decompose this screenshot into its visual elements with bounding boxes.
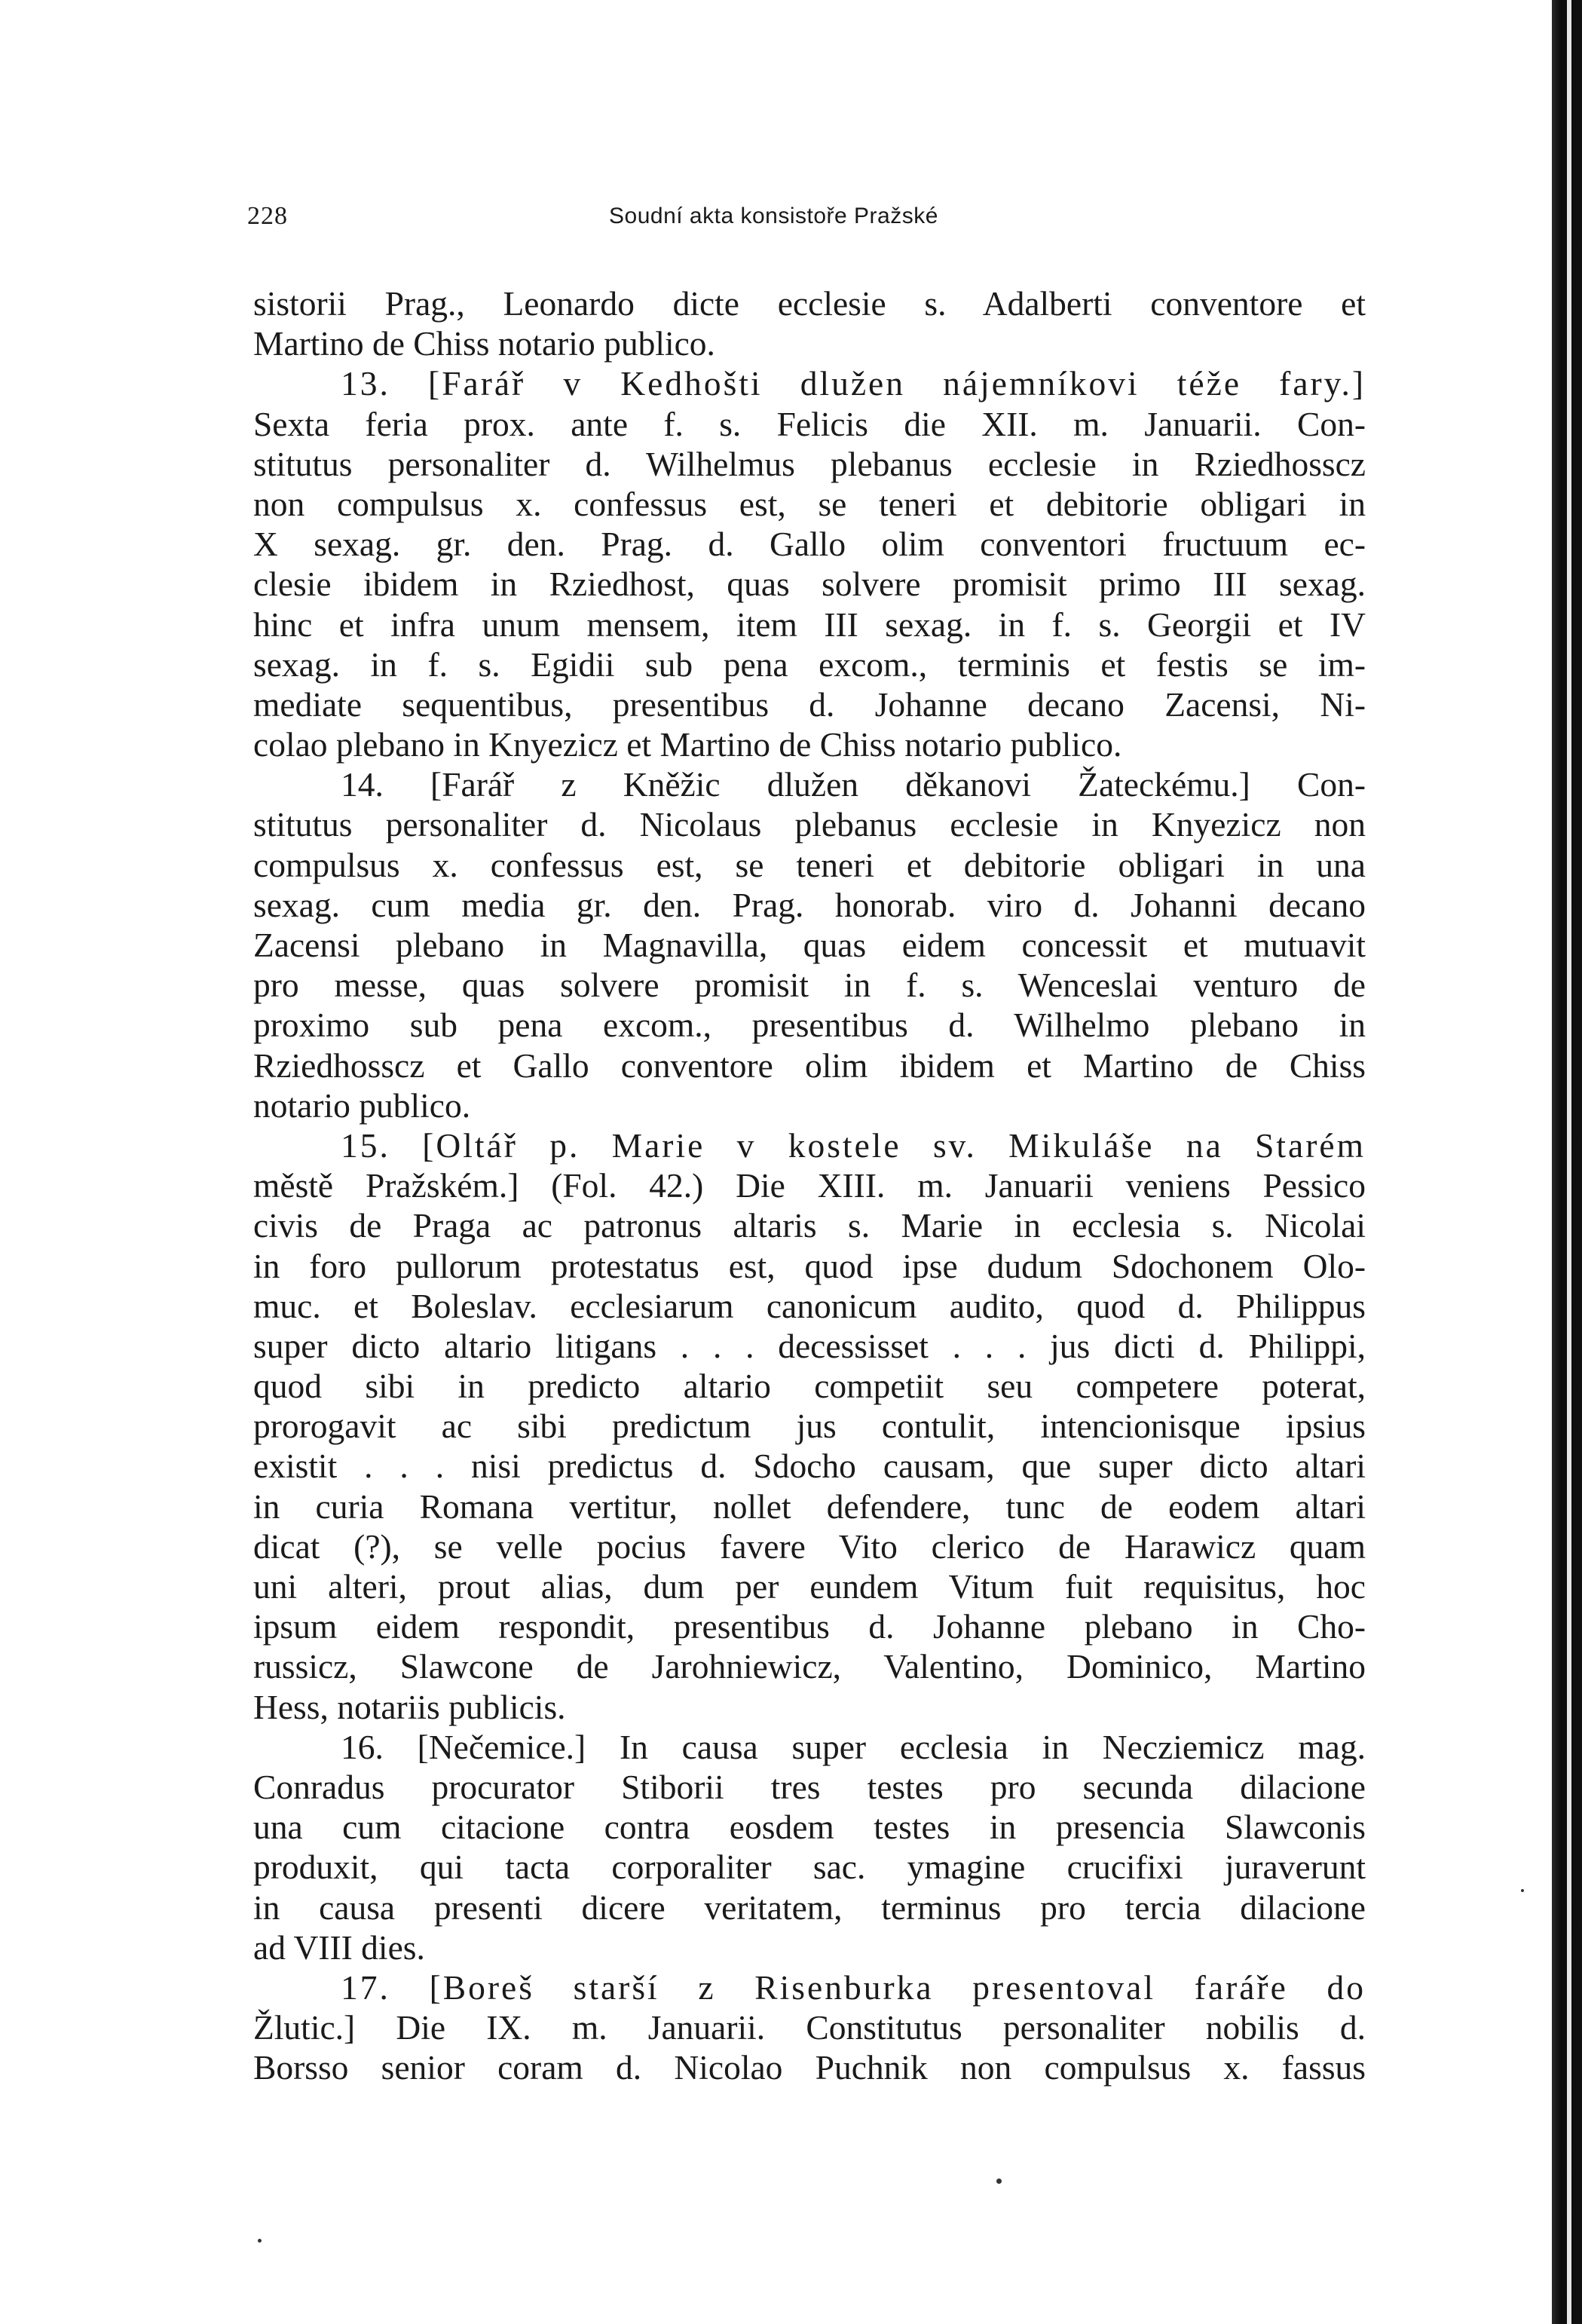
- text-line: proximo sub pena excom., presentibus d. Wilhelmo plebano in: [253, 1006, 1366, 1045]
- text-line: pro messe, quas solvere promisit in f. s. Wenceslai venturo de: [253, 966, 1366, 1005]
- text-line: Sexta feria prox. ante f. s. Felicis die XII. m. Januarii. Con-: [253, 404, 1366, 443]
- text-line: quod sibi in predicto altario competiit seu competere poterat,: [253, 1367, 1366, 1406]
- text-line: sexag. cum media gr. den. Prag. honorab. viro d. Johanni decano: [253, 885, 1366, 924]
- text-line: stitutus personaliter d. Wilhelmus plebanus ecclesie in Rziedhosscz: [253, 444, 1366, 483]
- text-line: prorogavit ac sibi predictum jus contulit, intencionisque ipsius: [253, 1407, 1366, 1446]
- text-line: Martino de Chiss notario publico.: [253, 324, 715, 363]
- text-line: sexag. in f. s. Egidii sub pena excom., terminis et festis se im-: [253, 645, 1366, 684]
- text-line: mediate sequentibus, presentibus d. Johanne decano Zacensi, Ni-: [253, 684, 1366, 724]
- text-line: muc. et Boleslav. ecclesiarum canonicum audito, quod d. Philippus: [253, 1286, 1366, 1325]
- text-line: Conradus procurator Stiborii tres testes pro secunda dilacione: [253, 1767, 1366, 1806]
- text-line: russicz, Slawcone de Jarohniewicz, Valentino, Dominico, Martino: [253, 1647, 1366, 1686]
- text-line: non compulsus x. confessus est, se teneri et debitorie obligari in: [253, 484, 1366, 523]
- entry-14-heading: 14. [Farář z Kněžic dlužen děkanovi Žateckému.] Con-: [341, 765, 1366, 804]
- text-line: městě Pražském.] (Fol. 42.) Die XIII. m. Januarii veniens Pessico: [253, 1166, 1366, 1205]
- entry-16-heading: 16. [Nečemice.] In causa super ecclesia in Necziemicz mag.: [341, 1727, 1366, 1766]
- text-line: Hess, notariis publicis.: [253, 1687, 566, 1726]
- page-header: [247, 202, 1355, 240]
- text-line: super dicto altario litigans . . . decessisset . . . jus dicti d. Philippi,: [253, 1326, 1366, 1365]
- text-line: produxit, qui tacta corporaliter sac. ymagine crucifixi juraverunt: [253, 1848, 1366, 1887]
- page-number: 228: [247, 202, 288, 230]
- paper-speck: [258, 2239, 262, 2243]
- text-line: stitutus personaliter d. Nicolaus plebanus ecclesie in Knyezicz non: [253, 805, 1366, 844]
- text-line: Borsso senior coram d. Nicolao Puchnik non compulsus x. fassus: [253, 2048, 1366, 2087]
- running-title: Soudní akta konsistoře Pražské: [609, 204, 938, 228]
- text-line: una cum citacione contra eosdem testes in presencia Slawconis: [253, 1808, 1366, 1847]
- text-line: existit . . . nisi predictus d. Sdocho causam, que super dicto altari: [253, 1447, 1366, 1486]
- entry-13-heading: 13. [Farář v Kedhošti dlužen nájemníkovi téže fary.]: [341, 364, 1366, 403]
- document-body: [253, 283, 1366, 2087]
- text-line: X sexag. gr. den. Prag. d. Gallo olim conventori fructuum ec-: [253, 525, 1366, 564]
- page-edge-highlight: [1567, 0, 1571, 2324]
- text-line: compulsus x. confessus est, se teneri et debitorie obligari in una: [253, 845, 1366, 884]
- text-line: ipsum eidem respondit, presentibus d. Johanne plebano in Cho-: [253, 1607, 1366, 1646]
- text-line: Žlutic.] Die IX. m. Januarii. Constitutus personaliter nobilis d.: [253, 2008, 1366, 2047]
- text-line: notario publico.: [253, 1085, 471, 1125]
- paper-speck: [1521, 1889, 1524, 1892]
- text-line: civis de Praga ac patronus altaris s. Marie in ecclesia s. Nicolai: [253, 1206, 1366, 1245]
- text-line: ad VIII dies.: [253, 1927, 425, 1967]
- text-line: hinc et infra unum mensem, item III sexag. in f. s. Georgii et IV: [253, 605, 1366, 644]
- text-line: clesie ibidem in Rziedhost, quas solvere promisit primo III sexag.: [253, 565, 1366, 604]
- text-line: in causa presenti dicere veritatem, terminus pro tercia dilacione: [253, 1888, 1366, 1927]
- text-line: colao plebano in Knyezicz et Martino de Chiss notario publico.: [253, 725, 1122, 764]
- text-line: in foro pullorum protestatus est, quod ipse dudum Sdochonem Olo-: [253, 1246, 1366, 1285]
- entry-15-heading: 15. [Oltář p. Marie v kostele sv. Mikuláše na Starém: [341, 1125, 1366, 1165]
- text-line: dicat (?), se velle pocius favere Vito clerico de Harawicz quam: [253, 1526, 1366, 1566]
- text-line: sistorii Prag., Leonardo dicte ecclesie s. Adalberti conventore et: [253, 284, 1366, 323]
- text-line: Zacensi plebano in Magnavilla, quas eidem concessit et mutuavit: [253, 926, 1366, 964]
- text-line: Rziedhosscz et Gallo conventore olim ibidem et Martino de Chiss: [253, 1046, 1366, 1085]
- entry-17-heading: 17. [Boreš starší z Risenburka presentoval faráře do: [341, 1967, 1366, 2007]
- text-line: in curia Romana vertitur, nollet defendere, tunc de eodem altari: [253, 1487, 1366, 1526]
- paper-speck: [996, 2179, 1002, 2184]
- text-line: uni alteri, prout alias, dum per eundem Vitum fuit requisitus, hoc: [253, 1567, 1366, 1606]
